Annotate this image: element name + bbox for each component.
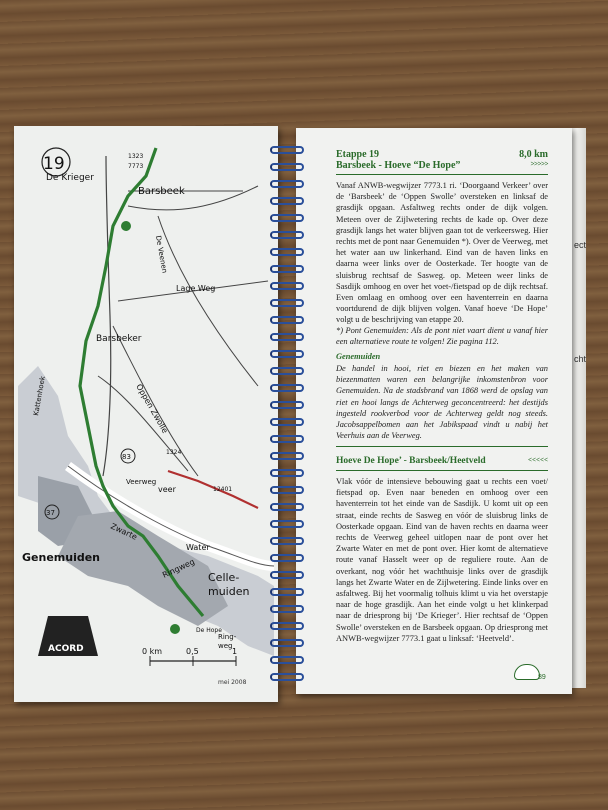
stage-number: 19	[43, 154, 65, 174]
scale-05: 0,5	[186, 647, 199, 656]
label-genemuiden: Genemuiden	[22, 551, 101, 564]
map-date: mei 2008	[218, 679, 247, 686]
binding-coil	[270, 299, 304, 307]
node-12401: 12401	[213, 486, 233, 493]
route-description: Vanaf ANWB-wegwijzer 7773.1 ri. ‘Doorgaand Verkeer’ over de ‘Barsbeek’ de ‘Oppen Swolle’ oversteken en linksaf de grasdijk opgaan. Asfaltweg rechts onder de dijk volgen. Meteen over de Zijlwetering rechts de kade op. Over deze grasdijk langs het water blijven gaan tot de verkeersweg. Hier rechts met de pont naar Genemuiden *). Over de Veerweg, met het water aan uw linkerhand. Eind van de haven links en daarna weer links over de Oosterkade. Ter hoogte van de sluisbrug rechtsaf de Sasweg. op. Meteen weer links de Sasdijk omhoog en over het voet-/fietspad op de dijk rechtsaf. Even omlaag en omhoog over een haventerrein en daarna voortdurend de dijk blijven volgen. Vanaf hoeve ‘De Hope’ volgt u de beschrijving van etappe 20.	[336, 181, 548, 325]
label-veerweg: Veerweg	[126, 478, 157, 486]
section2-header	[336, 456, 548, 466]
stage-arrows: >>>>>	[530, 160, 548, 168]
label-de-hope: De Hope	[196, 627, 222, 634]
stage-header	[336, 149, 548, 171]
label-ringweg2-1: Ring-	[218, 633, 237, 641]
label-water: Water	[186, 543, 210, 552]
label-cellemuiden-2: muiden	[208, 585, 250, 598]
binding-coil	[270, 639, 304, 647]
node-83: 83	[122, 453, 131, 461]
label-cellemuiden-1: Celle-	[208, 571, 240, 584]
binding-coil	[270, 469, 304, 477]
label-zwarte: Zwarte	[109, 521, 139, 542]
scale-1: 1	[232, 647, 238, 656]
page-number: 89	[538, 674, 546, 681]
binding-coil	[270, 605, 304, 613]
section2-arrows: <<<<<	[528, 456, 548, 464]
label-veer: veer	[158, 485, 176, 494]
section2-title: Hoeve De Hope’ - Barsbeek/Heetveld	[336, 456, 486, 466]
node-1324: 1324	[166, 449, 182, 456]
binding-coil	[270, 503, 304, 511]
label-barsbeker: Barsbeker	[96, 334, 142, 344]
divider	[336, 446, 548, 447]
town-genemuiden	[58, 511, 228, 626]
box-text: De handel in hooi, riet en biezen en het maken van biezenmatten waren een belangrijke inkomstenbron voor Genemuiden. Na de stadsbrand van 1868 werd de opslag van riet en hooi langs de Achterweg geconcentreerd: het destijds ingesteld rookverbod voor de Achterweg geldt nog steeds. Jacobsappelbomen aan het Jabikspaad vindt u nabij het Veerhuis aan de Veerweg.	[336, 364, 548, 441]
box-title: Genemuiden	[336, 352, 381, 361]
label-de-krieger: De Krieger	[46, 173, 94, 183]
divider	[336, 174, 548, 175]
binding-coil	[270, 333, 304, 341]
binding-coil	[270, 418, 304, 426]
start-marker	[121, 221, 131, 231]
stage-title: Etappe 19	[336, 149, 380, 160]
binding-coil	[270, 537, 304, 545]
ferry-note: *) Pont Genemuiden: Als de pont niet vaart dient u vanaf hier een alternatieve route te volgen! Zie pagina 112.	[336, 326, 548, 347]
binding-coil	[270, 486, 304, 494]
divider	[336, 470, 548, 471]
label-lage-weg: Lage Weg	[176, 284, 216, 293]
binding-coil	[270, 197, 304, 205]
route-map	[18, 136, 274, 696]
stage-distance: 8,0 km	[519, 149, 548, 160]
label-ringweg: Ringweg	[161, 557, 197, 580]
reverse-description: Vlak vóór de intensieve bebouwing gaat u rechts een voet/ fietspad op. Even naar beneden en omhoog over een haventerrein tot het einde van de Sasdijk. U komt uit op een straat, einde rechts de Sasweg en vóór de sluisbrug links de Oosterkade opgaan. Eind van de haven rechts en daarna weer rechts de Veerweg geheel uitlopen naar de pont over het Zwarte Water en met de pont over. Hier komt de alternatieve route vanaf Hasselt weer op de reguliere route. Aan de overkant, nog vóór het wachthuisje links over de grasdijk langs het Zwarte Water en de Zijlwetering. Einde links over en asfaltweg. Bij het voormalig tolhuis klimt u via het overstapje naar de hoge grasdijk. Aan het einde volgt u het klinkerpad naar de driesprong bij ‘De Krieger’. Hier rechtsaf de ‘Oppen Swolle’ oversteken en de Barsbeek opgaan. Op driesprong met ANWB-wegwijzer 7773.1 gaat u linksaf: ‘Heetveld’.	[336, 477, 548, 643]
binding-coil	[270, 622, 304, 630]
label-oppen-zwolle: Oppen Zwolle	[134, 382, 170, 435]
binding-coil	[270, 163, 304, 171]
binding-coil	[270, 214, 304, 222]
node-1323: 1323	[128, 153, 144, 160]
binding-coil	[270, 435, 304, 443]
label-barsbeek: Barsbeek	[138, 186, 185, 197]
end-marker	[170, 624, 180, 634]
binding-coil	[270, 231, 304, 239]
binding-coil	[270, 350, 304, 358]
binding-coil	[270, 656, 304, 664]
binding-coil	[270, 588, 304, 596]
binding-coil	[270, 520, 304, 528]
binding-coil	[270, 180, 304, 188]
binding-coil	[270, 554, 304, 562]
binding-coil	[270, 282, 304, 290]
binding-coil	[270, 265, 304, 273]
binding-coil	[270, 673, 304, 681]
binding-coil	[270, 367, 304, 375]
shell-icon	[514, 664, 540, 680]
binding-coil	[270, 248, 304, 256]
label-de-veenen: De Veenen	[154, 234, 169, 274]
binding-coil	[270, 571, 304, 579]
label-ringweg2-2: weg	[218, 642, 233, 650]
binding-coil	[270, 401, 304, 409]
binding-coil	[270, 384, 304, 392]
stage-route: Barsbeek - Hoeve “De Hope”	[336, 160, 461, 171]
binding-coil	[270, 316, 304, 324]
binding-coil	[270, 452, 304, 460]
next-pages-edge: ect cht	[568, 128, 586, 688]
logo-text: ACORD	[48, 644, 84, 654]
label-kattenhoek: Kattenhoek	[32, 375, 47, 417]
scale-0: 0 km	[142, 647, 163, 656]
node-7773: 7773	[128, 163, 144, 170]
binding-coil	[270, 146, 304, 154]
node-37: 37	[46, 509, 55, 517]
